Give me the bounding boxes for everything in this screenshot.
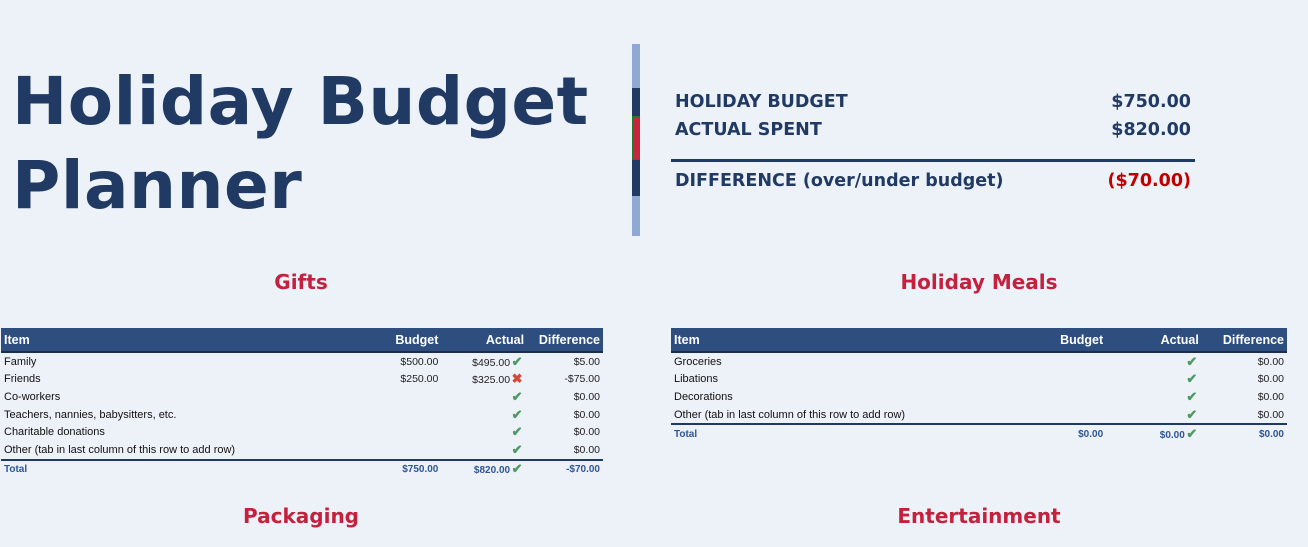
summary-budget-value[interactable]: $750.00 (1111, 92, 1191, 112)
table-header-row (671, 328, 1287, 352)
table-row (1, 352, 603, 371)
table-row (671, 388, 1287, 406)
packaging-heading: Packaging (243, 504, 359, 528)
check-icon: ✔ (511, 406, 523, 422)
holiday-meals-heading: Holiday Meals (900, 270, 1058, 294)
actual-cell[interactable] (441, 388, 527, 406)
check-icon: ✔ (1186, 371, 1198, 387)
budget-cell[interactable] (336, 388, 441, 406)
difference-cell[interactable]: $5.00 (573, 355, 600, 368)
table-total-row (671, 424, 1287, 443)
budget-summary (671, 86, 1195, 195)
column-header-budget[interactable]: Budget (1012, 328, 1106, 352)
x-icon: ✖ (511, 371, 523, 387)
title-line-2: Planner (12, 147, 303, 224)
budget-cell[interactable] (336, 406, 441, 424)
difference-cell[interactable]: $0.00 (573, 443, 600, 456)
holiday-meals-table (671, 328, 1287, 443)
column-header-difference[interactable]: Difference (527, 328, 603, 352)
budget-cell[interactable] (336, 423, 441, 441)
item-cell[interactable]: Charitable donations (4, 426, 105, 439)
item-cell[interactable]: Libations (674, 373, 719, 386)
actual-cell[interactable] (441, 441, 527, 460)
difference-cell[interactable]: $0.00 (573, 426, 600, 439)
summary-budget-row (671, 86, 1195, 114)
item-cell[interactable]: Groceries (674, 355, 722, 368)
summary-spent-label: ACTUAL SPENT (675, 120, 822, 140)
check-icon: ✔ (1186, 388, 1198, 404)
actual-cell[interactable] (441, 460, 527, 479)
difference-cell[interactable]: $0.00 (573, 390, 600, 403)
item-cell[interactable]: Total (1, 460, 336, 479)
difference-cell[interactable]: -$70.00 (527, 460, 603, 479)
table-header-row (1, 328, 603, 352)
title-line-1: Holiday Budget (12, 63, 589, 140)
difference-cell[interactable]: $0.00 (1257, 390, 1284, 403)
budget-cell[interactable] (1012, 406, 1106, 425)
item-cell[interactable]: Other (tab in last column of this row to add row) (674, 408, 906, 421)
difference-cell[interactable]: $0.00 (1202, 424, 1287, 443)
difference-cell[interactable]: -$75.00 (564, 373, 600, 386)
selected-cell-marker[interactable] (632, 116, 640, 160)
actual-value: $0.00 (1159, 430, 1185, 442)
gifts-heading: Gifts (274, 270, 328, 294)
summary-budget-label: HOLIDAY BUDGET (675, 92, 848, 112)
entertainment-heading: Entertainment (897, 504, 1061, 528)
actual-cell[interactable] (441, 352, 527, 371)
check-icon: ✔ (511, 353, 523, 369)
actual-cell[interactable] (1106, 424, 1202, 443)
summary-spent-row (671, 114, 1195, 142)
summary-rule (671, 159, 1195, 162)
table-row (671, 352, 1287, 371)
actual-cell[interactable] (441, 423, 527, 441)
column-header-item[interactable]: Item (671, 328, 1012, 352)
table-row (1, 441, 603, 460)
table-row (1, 388, 603, 406)
check-icon: ✔ (1186, 353, 1198, 369)
actual-cell[interactable] (1106, 406, 1202, 425)
budget-cell[interactable] (336, 441, 441, 460)
check-icon: ✔ (511, 388, 523, 404)
difference-cell[interactable]: $0.00 (1257, 408, 1284, 421)
item-cell[interactable]: Co-workers (4, 390, 61, 403)
summary-difference-label: DIFFERENCE (over/under budget) (675, 171, 1004, 191)
table-row (1, 423, 603, 441)
actual-cell[interactable] (441, 371, 527, 389)
budget-cell[interactable]: $250.00 (400, 373, 439, 386)
budget-cell[interactable] (1012, 371, 1106, 389)
table-row (1, 371, 603, 389)
check-icon: ✔ (511, 424, 523, 440)
column-header-budget[interactable]: Budget (336, 328, 441, 352)
column-header-item[interactable]: Item (1, 328, 336, 352)
actual-value: $495.00 (472, 356, 511, 369)
difference-cell[interactable]: $0.00 (1257, 355, 1284, 368)
vertical-divider (632, 44, 640, 236)
actual-value: $820.00 (473, 465, 511, 477)
budget-cell[interactable] (1012, 352, 1106, 371)
check-icon: ✔ (1186, 406, 1198, 422)
divider-segment (632, 160, 640, 196)
difference-cell[interactable]: $0.00 (1257, 373, 1284, 386)
check-icon: ✔ (511, 461, 523, 477)
table-total-row (1, 460, 603, 479)
item-cell[interactable]: Other (tab in last column of this row to add row) (4, 443, 236, 456)
actual-value: $325.00 (472, 374, 511, 387)
check-icon: ✔ (511, 441, 523, 457)
item-cell[interactable]: Family (4, 355, 37, 368)
item-cell[interactable]: Friends (4, 373, 41, 386)
table-row (1, 406, 603, 424)
summary-spent-value[interactable]: $820.00 (1111, 120, 1191, 140)
check-icon: ✔ (1186, 426, 1198, 442)
actual-cell[interactable] (1106, 371, 1202, 389)
budget-cell[interactable] (1012, 388, 1106, 406)
item-cell[interactable]: Teachers, nannies, babysitters, etc. (4, 408, 177, 421)
summary-difference-row (671, 165, 1195, 195)
table-row (671, 371, 1287, 389)
actual-cell[interactable] (441, 406, 527, 424)
page-title (12, 60, 589, 228)
difference-cell[interactable]: $0.00 (573, 408, 600, 421)
item-cell[interactable]: Total (671, 424, 1012, 443)
budget-cell[interactable]: $0.00 (1012, 424, 1106, 443)
item-cell[interactable]: Decorations (674, 390, 733, 403)
actual-cell[interactable] (1106, 388, 1202, 406)
budget-cell[interactable]: $500.00 (400, 355, 439, 368)
actual-cell[interactable] (1106, 352, 1202, 371)
gifts-table (1, 328, 603, 478)
summary-difference-value[interactable]: ($70.00) (1107, 171, 1191, 191)
table-row (671, 406, 1287, 425)
column-header-difference[interactable]: Difference (1202, 328, 1287, 352)
budget-cell[interactable]: $750.00 (336, 460, 441, 479)
column-header-actual[interactable]: Actual (1106, 328, 1202, 352)
column-header-actual[interactable]: Actual (441, 328, 527, 352)
